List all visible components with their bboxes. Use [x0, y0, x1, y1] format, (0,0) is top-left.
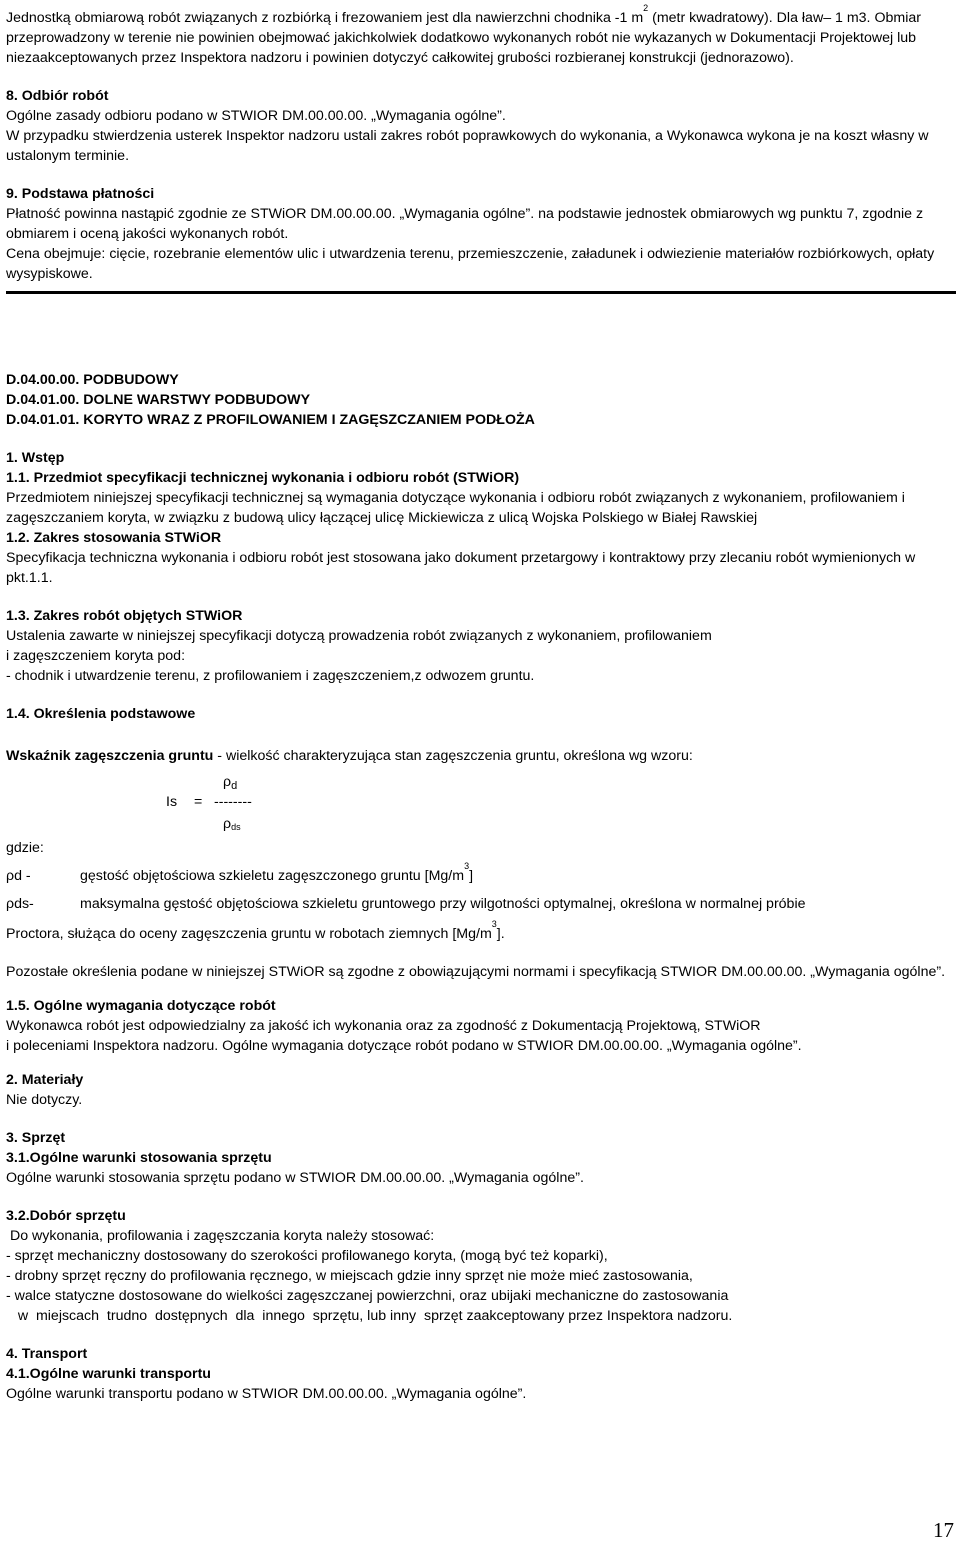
- section-1-5-heading: 1.5. Ogólne wymagania dotyczące robót: [6, 998, 276, 1014]
- measurement-paragraph: Jednostką obmiarową robót związanych z rozbiórką i frezowaniem jest dla nawierzchni chodnika -1 $m^2$ (metr kwadratowy). Dla ław– 1 m3. Obmiar przeprowadzony w terenie nie powinien obejmować jakichkolwiek dodatkowo wykonanych robót nie wykazanych w Dokumentacji Projektowej lub niezaakceptowanych przez Inspektora nadzoru i powinien dotyczyć całkowitej grubości rozbieranej konstrukcji (jednorazowo).: [6, 3, 921, 66]
- where-label: gdzie:: [6, 840, 44, 856]
- section-1-2-text: Specyfikacja techniczna wykonania i odbioru robót jest stosowana jako dokument przetargowy i kontraktowy przy zlecaniu robót wymienionych w pkt.1.1.: [6, 550, 916, 586]
- formula-denominator: ρds: [223, 816, 241, 832]
- formula-numerator: $\rho_d$: [223, 774, 238, 792]
- section-2-heading: 2. Materiały: [6, 1072, 84, 1088]
- compaction-formula: [6, 772, 956, 842]
- definition-symbol: ρds-: [6, 896, 34, 912]
- section-2-text: Nie dotyczy.: [6, 1092, 83, 1108]
- section-1-3-text: - chodnik i utwardzenie terenu, z profilowaniem i zagęszczeniem,z odwozem gruntu.: [6, 668, 535, 684]
- section-9-text: Płatność powinna nastąpić zgodnie ze STWiOR DM.00.00.00. „Wymagania ogólne”. na podstawie jednostek obmiarowych wg punktu 7, zgodnie z obmiarem i oceną jakości wykonanych robót.: [6, 206, 924, 242]
- section-3-heading: 3. Sprzęt: [6, 1130, 66, 1146]
- spec-code-line: D.04.01.00. DOLNE WARSTWY PODBUDOWY: [6, 392, 311, 408]
- equipment-list-item: - drobny sprzęt ręczny do profilowania ręcznego, w miejscach gdzie inny sprzęt nie może mieć zastosowania,: [6, 1268, 693, 1284]
- formula-lhs: Is: [166, 794, 178, 810]
- compaction-index-definition: Wskaźnik zagęszczenia gruntu - wielkość charakteryzująca stan zagęszczenia gruntu, określona wg wzoru:: [6, 748, 693, 764]
- section-3-2-intro: Do wykonania, profilowania i zagęszczania koryta należy stosować:: [6, 1228, 435, 1244]
- section-9-heading: 9. Podstawa płatności: [6, 186, 155, 202]
- definition-symbol: ρd -: [6, 868, 31, 884]
- page-number: 17: [933, 1518, 954, 1542]
- section-1-3-heading: 1.3. Zakres robót objętych STWiOR: [6, 608, 243, 624]
- section-1-1-text: Przedmiotem niniejszej specyfikacji technicznej są wymagania dotyczące wykonania i odbioru robót związanych z wykonaniem, profilowaniem i zagęszczaniem koryta, w związku z budową ulicy łączącej ulicę Mickiewicza z ulicą Wojska Polskiego w Białej Rawskiej: [6, 490, 905, 526]
- definition-continuation: Proctora, służąca do oceny zagęszczenia gruntu w robotach ziemnych $[Mg/m^3]$.: [6, 919, 505, 942]
- section-3-2-heading: 3.2.Dobór sprzętu: [6, 1208, 126, 1224]
- definition-row: [6, 861, 956, 886]
- section-4-heading: 4. Transport: [6, 1346, 88, 1362]
- section-1-2-heading: 1.2. Zakres stosowania STWiOR: [6, 530, 222, 546]
- section-8-text: W przypadku stwierdzenia usterek Inspektor nadzoru ustali zakres robót poprawkowych do wykonania, a Wykonawca wykona je na koszt własny w ustalonym terminie.: [6, 128, 929, 164]
- section-1-heading: 1. Wstęp: [6, 450, 65, 466]
- section-4-1-heading: 4.1.Ogólne warunki transportu: [6, 1366, 211, 1382]
- document-page: [6, 0, 956, 1404]
- section-4-1-text: Ogólne warunki transportu podano w STWIOR DM.00.00.00. „Wymagania ogólne”.: [6, 1386, 527, 1402]
- other-definitions-text: Pozostałe określenia podane w niniejszej STWiOR są zgodne z obowiązującymi normami i specyfikacją STWIOR DM.00.00.00. „Wymagania ogólne”.: [6, 964, 946, 980]
- section-9-text: Cena obejmuje: cięcie, rozebranie elementów ulic i utwardzenia terenu, przemieszczenie, załadunek i odwiezienie materiałów rozbiórkowych, opłaty wysypiskowe.: [6, 246, 935, 282]
- section-1-4-heading: 1.4. Określenia podstawowe: [6, 706, 196, 722]
- section-1-3-text: i zagęszczeniem koryta pod:: [6, 648, 186, 664]
- section-divider: [6, 291, 956, 294]
- equipment-list-item: - walce statyczne dostosowane do wielkości zagęszczanej powierzchni, oraz ubijaki mechaniczne do zastosowania: [6, 1288, 729, 1304]
- section-3-1-heading: 3.1.Ogólne warunki stosowania sprzętu: [6, 1150, 272, 1166]
- spec-code-line: D.04.00.00. PODBUDOWY: [6, 372, 179, 388]
- section-3-1-text: Ogólne warunki stosowania sprzętu podano w STWIOR DM.00.00.00. „Wymagania ogólne”.: [6, 1170, 584, 1186]
- section-8-heading: 8. Odbiór robót: [6, 88, 109, 104]
- formula-fraction-bar: --------: [214, 794, 252, 810]
- section-1-3-text: Ustalenia zawarte w niniejszej specyfikacji dotyczą prowadzenia robót związanych z wykonaniem, profilowaniem: [6, 628, 712, 644]
- definition-row: [6, 894, 956, 914]
- section-8-text: Ogólne zasady odbioru podano w STWIOR DM.00.00.00. „Wymagania ogólne”.: [6, 108, 506, 124]
- definition-text: maksymalna gęstość objętościowa szkieletu gruntowego przy wilgotności optymalnej, określona w normalnej próbie: [80, 896, 806, 912]
- definition-text: gęstość objętościowa szkieletu zagęszczonego gruntu $[Mg/m^3]$: [80, 861, 474, 884]
- equipment-list-item: w miejscach trudno dostępnych dla innego sprzętu, lub inny sprzęt zaakceptowany przez Inspektora nadzoru.: [6, 1308, 733, 1324]
- spec-code-line: D.04.01.01. KORYTO WRAZ Z PROFILOWANIEM I ZAGĘSZCZANIEM PODŁOŻA: [6, 412, 535, 428]
- section-1-1-heading: 1.1. Przedmiot specyfikacji technicznej wykonania i odbioru robót (STWiOR): [6, 470, 520, 486]
- equipment-list-item: - sprzęt mechaniczny dostosowany do szerokości profilowanego koryta, (mogą być też koparki),: [6, 1248, 608, 1264]
- section-1-5-text: Wykonawca robót jest odpowiedzialny za jakość ich wykonania oraz za zgodność z Dokumentacją Projektową, STWiOR: [6, 1018, 761, 1034]
- spec-header: [6, 370, 956, 430]
- section-1-5-text: i poleceniami Inspektora nadzoru. Ogólne wymagania dotyczące robót podano w STWIOR DM.00.00.00. „Wymagania ogólne”.: [6, 1038, 802, 1054]
- formula-equals: =: [194, 794, 203, 810]
